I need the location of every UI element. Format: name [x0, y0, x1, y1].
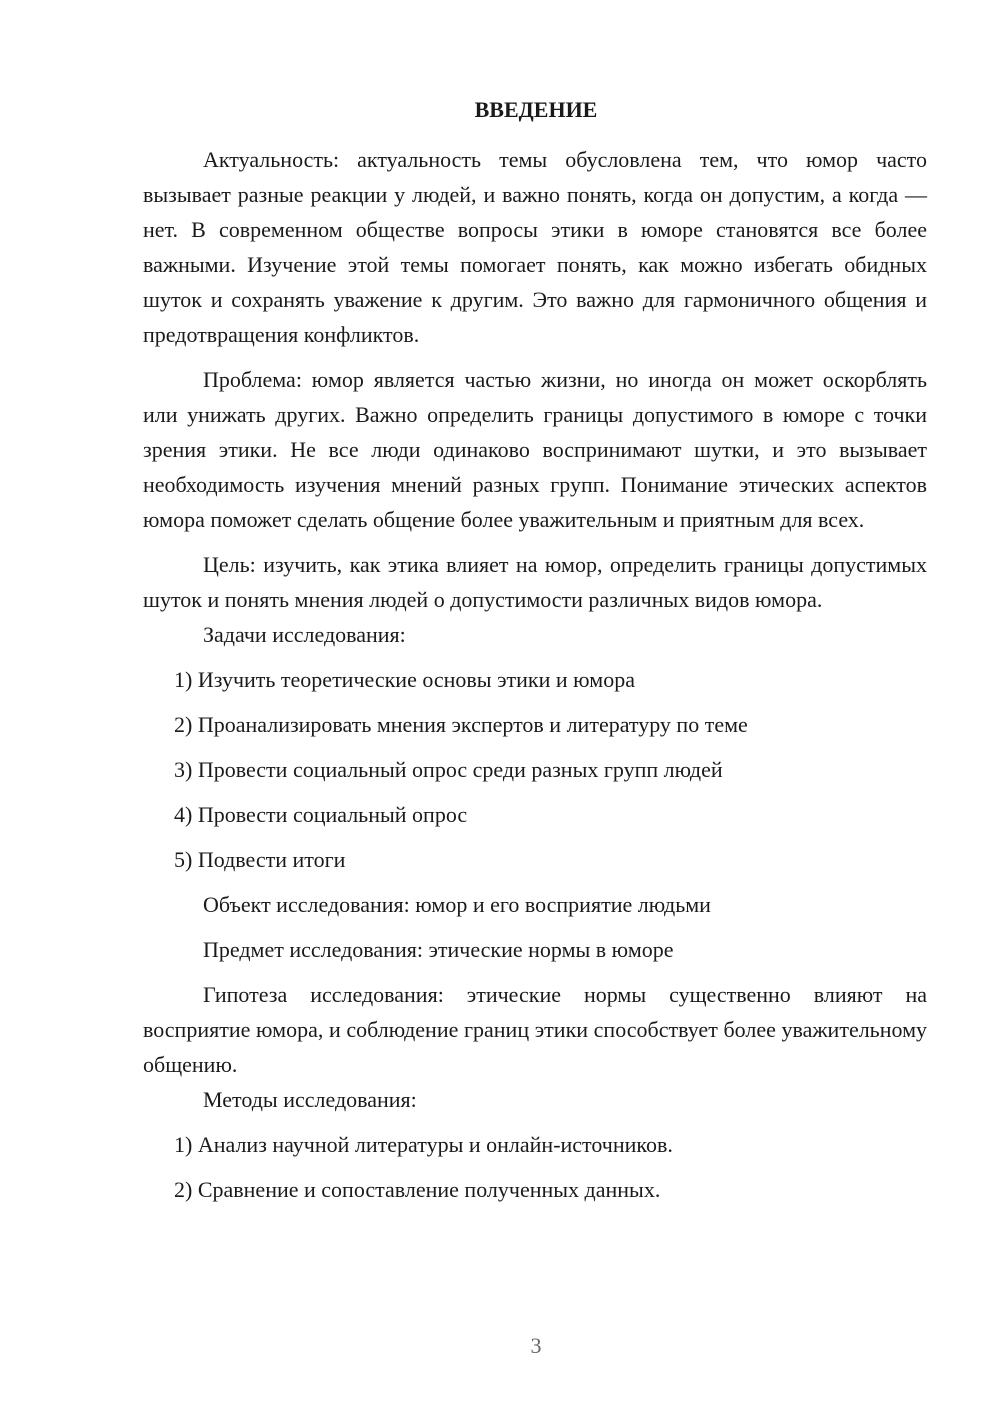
- page-number: 3: [530, 1333, 542, 1358]
- task-item: 3) Провести социальный опрос среди разных групп людей: [174, 757, 723, 782]
- goal-paragraph: Цель: изучить, как этика влияет на юмор, определить границы допустимых шуток и понять мнения людей о допустимости различных видов юмора.: [143, 552, 927, 612]
- tasks-title: Задачи исследования:: [203, 622, 406, 647]
- task-item: 2) Проанализировать мнения экспертов и литературу по теме: [174, 712, 748, 737]
- problem-paragraph: Проблема: юмор является частью жизни, но иногда он может оскорблять или унижать других. Важно определить границы допустимого в юморе с точки зрения этики. Не все люди одинаково воспринимают шутки, и это вызывает необходимость изучения мнений разных групп. Понимание этических аспектов юмора поможет сделать общение более уважительным и приятным для всех.: [143, 367, 927, 532]
- hypothesis-paragraph: Гипотеза исследования: этические нормы существенно влияют на восприятие юмора, и соблюдение границ этики способствует более уважительному общению.: [143, 982, 927, 1077]
- methods-title: Методы исследования:: [203, 1087, 417, 1112]
- research-subject: Предмет исследования: этические нормы в юморе: [203, 937, 674, 962]
- method-item: 1) Анализ научной литературы и онлайн-источников.: [174, 1132, 673, 1157]
- task-item: 5) Подвести итоги: [174, 847, 346, 872]
- task-item: 4) Провести социальный опрос: [174, 802, 468, 827]
- relevance-paragraph: Актуальность: актуальность темы обусловлена тем, что юмор часто вызывает разные реакции у людей, и важно понять, когда он допустим, а когда — нет. В современном обществе вопросы этики в юморе становятся все более важными. Изучение этой темы помогает понять, как можно избегать обидных шуток и сохранять уважение к другим. Это важно для гармоничного общения и предотвращения конфликтов.: [143, 147, 927, 347]
- method-item: 2) Сравнение и сопоставление полученных данных.: [174, 1177, 661, 1202]
- section-heading: ВВЕДЕНИЕ: [474, 97, 598, 122]
- document-body: [143, 142, 927, 1207]
- research-object: Объект исследования: юмор и его восприятие людьми: [203, 892, 711, 917]
- task-item: 1) Изучить теоретические основы этики и юмора: [174, 667, 635, 692]
